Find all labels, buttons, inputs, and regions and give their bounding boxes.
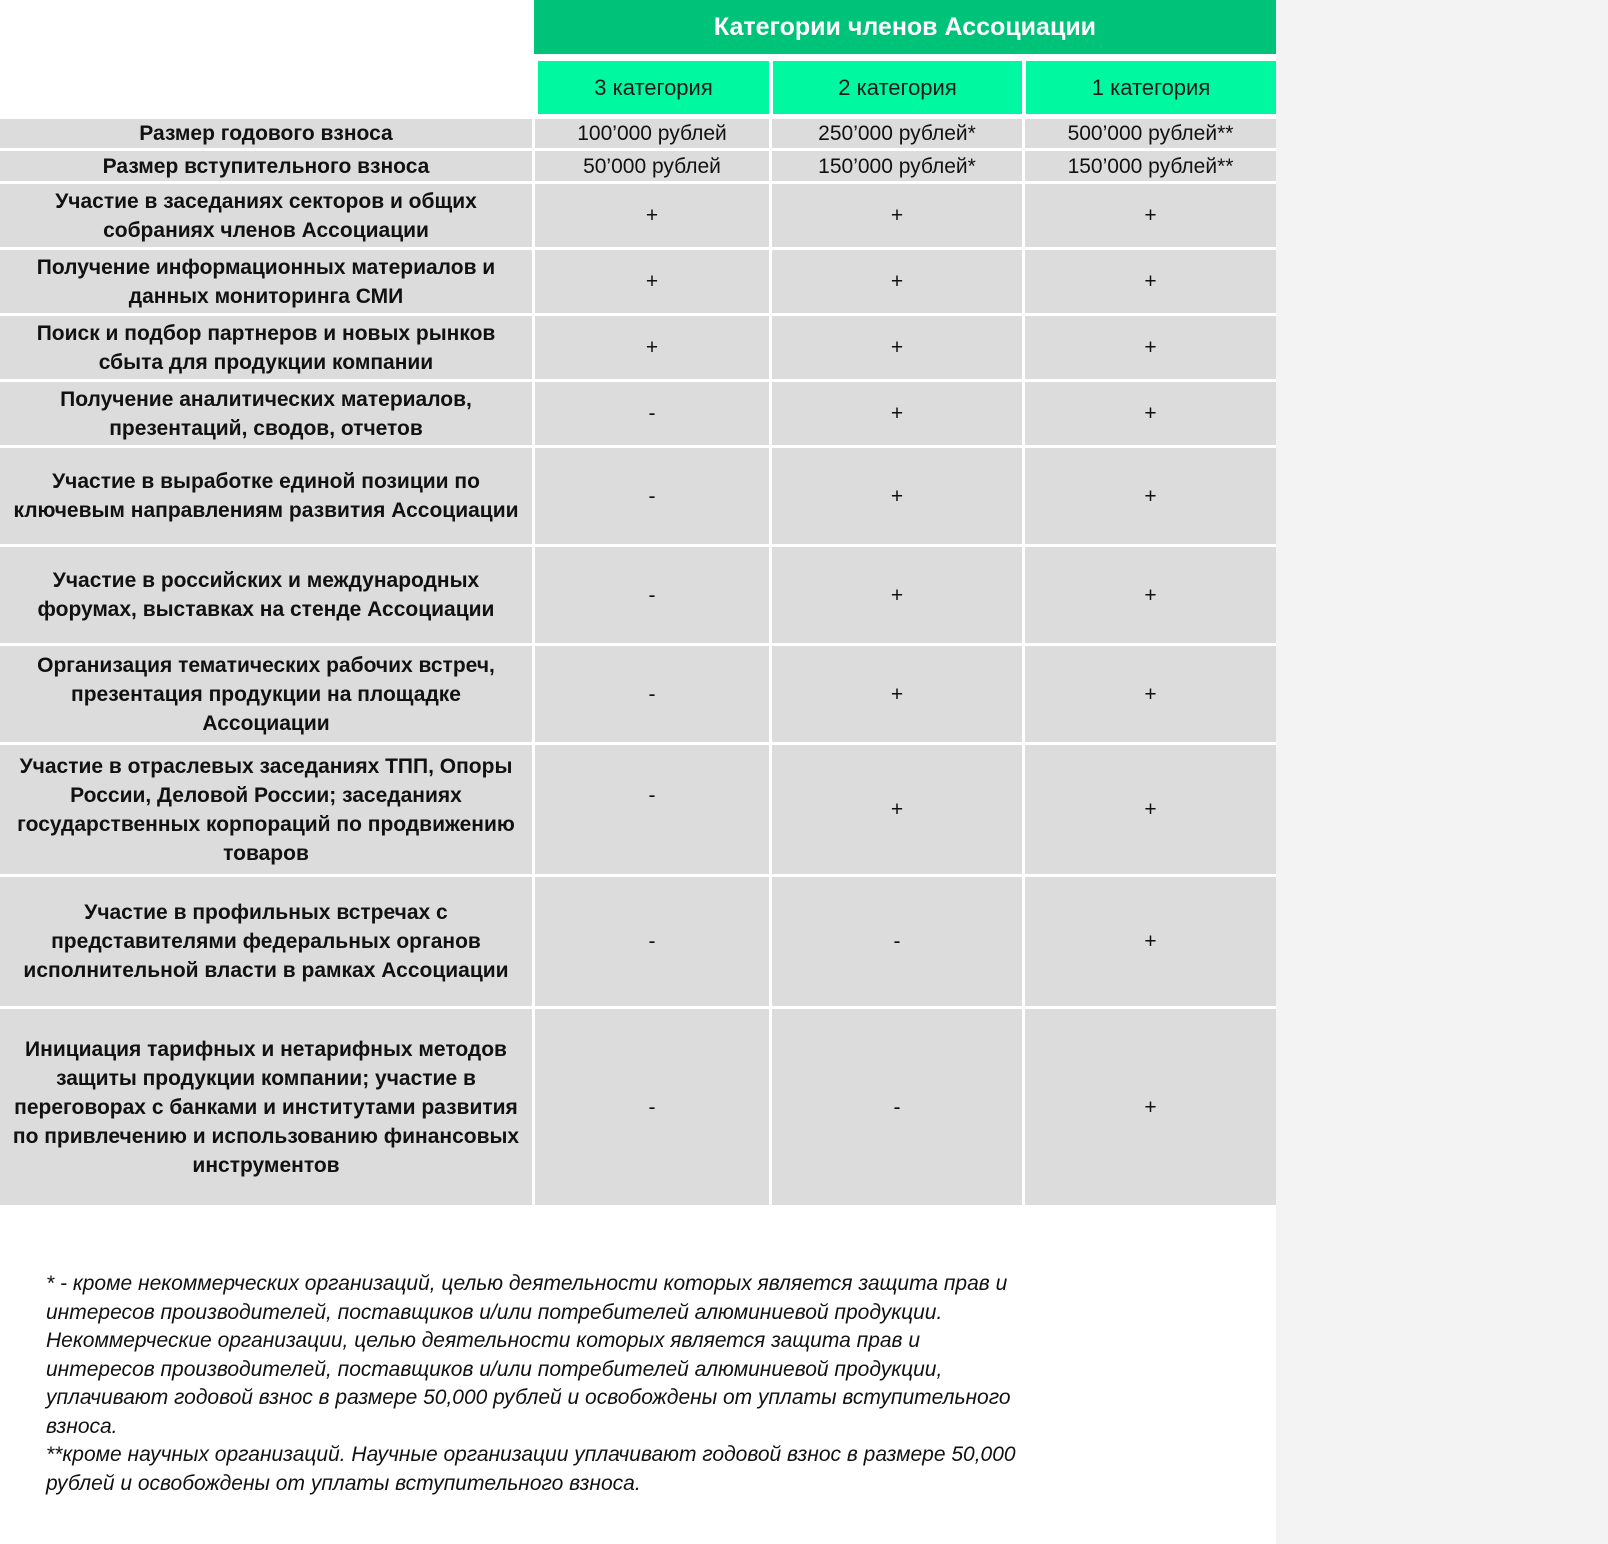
row-label: Размер вступительного взноса bbox=[0, 151, 532, 181]
row-value-cell: + bbox=[772, 316, 1022, 379]
row-label: Участие в российских и международных форумах, выставках на стенде Ассоциации bbox=[0, 547, 532, 643]
row-label: Инициация тарифных и нетарифных методов защиты продукции компании; участие в переговорах с банками и институтами развития по привлечению и использованию финансовых инструментов bbox=[0, 1009, 532, 1205]
footnote-single-star: * - кроме некоммерческих организаций, целью деятельности которых является защита прав и интересов производителей, поставщиков и/или потребителей алюминиевой продукции. Некоммерческие организации, целью деятельности которых является защита прав и интересов производителей, поставщиков и/или потребителей алюминиевой продукции, уплачивают годовой взнос в размере 50,000 рублей и освобождены от уплаты вступительного взноса. bbox=[46, 1272, 1011, 1438]
row-value-cell: 500’000 рублей** bbox=[1025, 119, 1276, 148]
row-value-cell: + bbox=[1025, 184, 1276, 247]
row-value-cell: + bbox=[535, 184, 769, 247]
row-value-cell: 150’000 рублей* bbox=[772, 151, 1022, 181]
row-value-cell: + bbox=[535, 316, 769, 379]
row-value-cell: - bbox=[535, 547, 769, 643]
row-value-cell: + bbox=[772, 382, 1022, 445]
row-value-cell: + bbox=[1025, 646, 1276, 742]
row-value-cell: + bbox=[772, 646, 1022, 742]
row-value-cell: 250’000 рублей* bbox=[772, 119, 1022, 148]
row-label: Организация тематических рабочих встреч, презентация продукции на площадке Ассоциации bbox=[0, 646, 532, 742]
row-value-cell: 150’000 рублей** bbox=[1025, 151, 1276, 181]
row-value-cell: - bbox=[535, 1009, 769, 1205]
row-value-cell: - bbox=[535, 448, 769, 544]
row-label: Получение аналитических материалов, презентаций, сводов, отчетов bbox=[0, 382, 532, 445]
row-value-cell: - bbox=[535, 877, 769, 1006]
row-value-cell: + bbox=[1025, 877, 1276, 1006]
row-value-cell: + bbox=[1025, 1009, 1276, 1205]
row-label: Участие в заседаниях секторов и общих собраниях членов Ассоциации bbox=[0, 184, 532, 247]
category-2-header: 2 категория bbox=[773, 61, 1022, 114]
row-value-cell: 50’000 рублей bbox=[535, 151, 769, 181]
row-value-cell: + bbox=[772, 448, 1022, 544]
row-label: Участие в выработке единой позиции по ключевым направлениям развития Ассоциации bbox=[0, 448, 532, 544]
row-value-cell: + bbox=[1025, 448, 1276, 544]
row-value-cell bbox=[535, 745, 769, 874]
row-value-cell: + bbox=[1025, 745, 1276, 874]
side-strip bbox=[1276, 0, 1608, 1544]
row-value-cell: + bbox=[535, 250, 769, 313]
row-label: Получение информационных материалов и данных мониторинга СМИ bbox=[0, 250, 532, 313]
row-value-cell: - bbox=[772, 877, 1022, 1006]
category-1-header: 1 категория bbox=[1026, 61, 1276, 114]
row-value-cell: + bbox=[1025, 316, 1276, 379]
row-value-cell: + bbox=[772, 250, 1022, 313]
row-value-cell: - bbox=[772, 1009, 1022, 1205]
row-value-cell: + bbox=[772, 745, 1022, 874]
category-3-header: 3 категория bbox=[538, 61, 769, 114]
table-title: Категории членов Ассоциации bbox=[534, 0, 1276, 54]
row-value-cell: - bbox=[535, 646, 769, 742]
row-value-cell: 100’000 рублей bbox=[535, 119, 769, 148]
row-value-text: - bbox=[648, 784, 656, 807]
row-value-cell: - bbox=[535, 382, 769, 445]
row-label: Участие в профильных встречах с представителями федеральных органов исполнительной власти в рамках Ассоциации bbox=[0, 877, 532, 1006]
footnotes bbox=[46, 1270, 1016, 1498]
row-value-cell: + bbox=[1025, 547, 1276, 643]
row-label: Размер годового взноса bbox=[0, 119, 532, 148]
row-value-cell: + bbox=[772, 184, 1022, 247]
row-label: Поиск и подбор партнеров и новых рынков сбыта для продукции компании bbox=[0, 316, 532, 379]
row-value-cell: + bbox=[1025, 382, 1276, 445]
row-label: Участие в отраслевых заседаниях ТПП, Опоры России, Деловой России; заседаниях государственных корпораций по продвижению товаров bbox=[0, 745, 532, 874]
row-value-cell: + bbox=[772, 547, 1022, 643]
footnote-double-star: **кроме научных организаций. Научные организации уплачивают годовой взнос в размере 50,000 рублей и освобождены от уплаты вступительного взноса. bbox=[46, 1443, 1016, 1495]
row-value-cell: + bbox=[1025, 250, 1276, 313]
